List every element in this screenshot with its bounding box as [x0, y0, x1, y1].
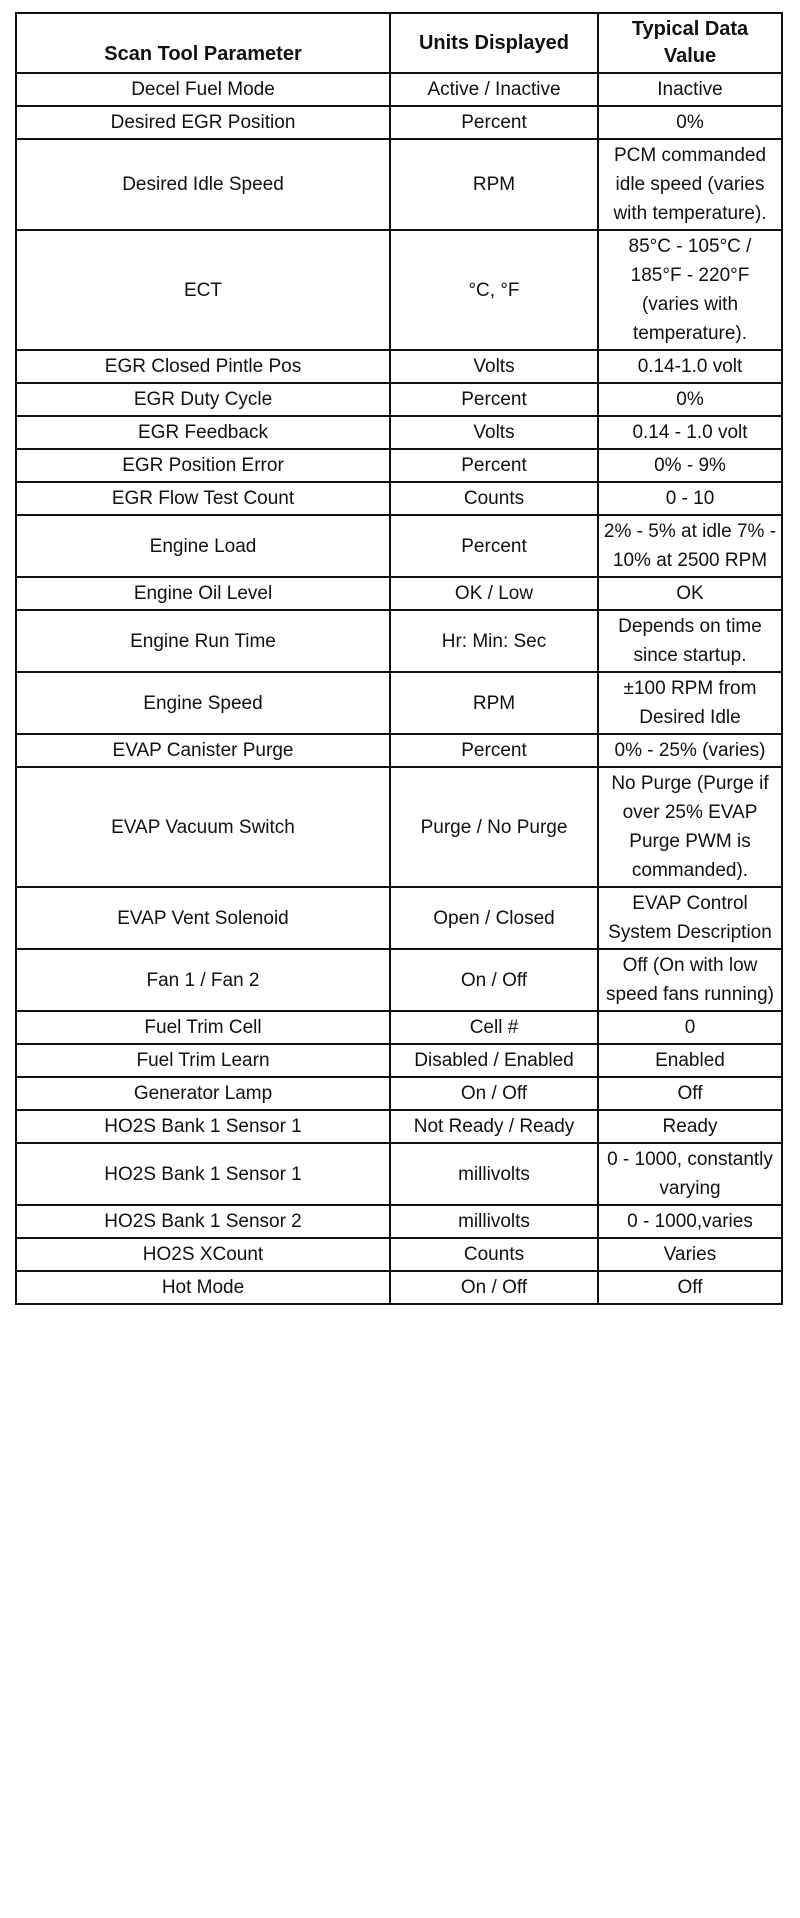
parameter-cell: HO2S XCount — [16, 1238, 390, 1271]
table-row — [16, 734, 782, 767]
table-row — [16, 139, 782, 230]
parameter-cell: HO2S Bank 1 Sensor 1 — [16, 1143, 390, 1205]
typical-value-cell: Depends on time since startup. — [598, 610, 782, 672]
units-cell: Open / Closed — [390, 887, 598, 949]
table-row — [16, 482, 782, 515]
table-row — [16, 106, 782, 139]
table-row — [16, 1238, 782, 1271]
units-cell: Purge / No Purge — [390, 767, 598, 887]
units-cell: Percent — [390, 449, 598, 482]
parameter-cell: EGR Flow Test Count — [16, 482, 390, 515]
table-row — [16, 577, 782, 610]
typical-value-cell: EVAP Control System Description — [598, 887, 782, 949]
parameter-cell: EGR Duty Cycle — [16, 383, 390, 416]
typical-value-cell: Inactive — [598, 73, 782, 106]
parameter-cell: ECT — [16, 230, 390, 350]
parameter-cell: Engine Run Time — [16, 610, 390, 672]
units-cell: millivolts — [390, 1143, 598, 1205]
table-row — [16, 1205, 782, 1238]
typical-value-cell: ±100 RPM from Desired Idle — [598, 672, 782, 734]
typical-value-cell: 0% - 25% (varies) — [598, 734, 782, 767]
typical-value-cell: 0.14 - 1.0 volt — [598, 416, 782, 449]
typical-value-cell: 0% - 9% — [598, 449, 782, 482]
table-row — [16, 949, 782, 1011]
units-cell: Active / Inactive — [390, 73, 598, 106]
units-cell: RPM — [390, 139, 598, 230]
units-cell: °C, °F — [390, 230, 598, 350]
units-cell: On / Off — [390, 949, 598, 1011]
parameter-cell: Fuel Trim Learn — [16, 1044, 390, 1077]
table-row — [16, 1077, 782, 1110]
parameter-cell: Decel Fuel Mode — [16, 73, 390, 106]
typical-value-cell: 0% — [598, 383, 782, 416]
units-cell: Hr: Min: Sec — [390, 610, 598, 672]
table-row — [16, 416, 782, 449]
typical-value-cell: Varies — [598, 1238, 782, 1271]
typical-value-cell: PCM commanded idle speed (varies with temperature). — [598, 139, 782, 230]
parameter-cell: EGR Closed Pintle Pos — [16, 350, 390, 383]
typical-value-cell: 0% — [598, 106, 782, 139]
parameter-cell: EGR Feedback — [16, 416, 390, 449]
parameter-cell: EGR Position Error — [16, 449, 390, 482]
parameter-cell: EVAP Vacuum Switch — [16, 767, 390, 887]
typical-value-cell: Off — [598, 1077, 782, 1110]
column-header-typical-value: Typical Data Value — [598, 13, 782, 73]
units-cell: Percent — [390, 106, 598, 139]
units-cell: Counts — [390, 1238, 598, 1271]
table-row — [16, 610, 782, 672]
table-row — [16, 1110, 782, 1143]
table-row — [16, 350, 782, 383]
scan-tool-data-table — [15, 12, 783, 1305]
table-row — [16, 1143, 782, 1205]
table-row — [16, 1271, 782, 1304]
typical-value-cell: 0 - 1000,varies — [598, 1205, 782, 1238]
units-cell: On / Off — [390, 1077, 598, 1110]
parameter-cell: Desired Idle Speed — [16, 139, 390, 230]
units-cell: RPM — [390, 672, 598, 734]
table-row — [16, 449, 782, 482]
column-header-parameter: Scan Tool Parameter — [16, 13, 390, 73]
table-row — [16, 767, 782, 887]
parameter-cell: EVAP Vent Solenoid — [16, 887, 390, 949]
table-row — [16, 1044, 782, 1077]
units-cell: Percent — [390, 515, 598, 577]
units-cell: Volts — [390, 416, 598, 449]
parameter-cell: HO2S Bank 1 Sensor 1 — [16, 1110, 390, 1143]
parameter-cell: Desired EGR Position — [16, 106, 390, 139]
units-cell: millivolts — [390, 1205, 598, 1238]
scan-tool-data-document — [15, 12, 781, 1305]
typical-value-cell: 0 - 1000, constantly varying — [598, 1143, 782, 1205]
table-row — [16, 887, 782, 949]
typical-value-cell: 85°C - 105°C / 185°F - 220°F (varies with temperature). — [598, 230, 782, 350]
typical-value-cell: 0 — [598, 1011, 782, 1044]
column-header-units: Units Displayed — [390, 13, 598, 73]
units-cell: Not Ready / Ready — [390, 1110, 598, 1143]
parameter-cell: Engine Oil Level — [16, 577, 390, 610]
units-cell: Volts — [390, 350, 598, 383]
parameter-cell: Hot Mode — [16, 1271, 390, 1304]
units-cell: On / Off — [390, 1271, 598, 1304]
typical-value-cell: 0.14-1.0 volt — [598, 350, 782, 383]
units-cell: Disabled / Enabled — [390, 1044, 598, 1077]
parameter-cell: Fuel Trim Cell — [16, 1011, 390, 1044]
parameter-cell: Engine Speed — [16, 672, 390, 734]
typical-value-cell: No Purge (Purge if over 25% EVAP Purge PWM is commanded). — [598, 767, 782, 887]
units-cell: Percent — [390, 383, 598, 416]
table-row — [16, 672, 782, 734]
typical-value-cell: Off (On with low speed fans running) — [598, 949, 782, 1011]
typical-value-cell: Off — [598, 1271, 782, 1304]
table-row — [16, 73, 782, 106]
units-cell: Counts — [390, 482, 598, 515]
parameter-cell: Fan 1 / Fan 2 — [16, 949, 390, 1011]
table-row — [16, 1011, 782, 1044]
parameter-cell: HO2S Bank 1 Sensor 2 — [16, 1205, 390, 1238]
typical-value-cell: 2% - 5% at idle 7% - 10% at 2500 RPM — [598, 515, 782, 577]
typical-value-cell: Ready — [598, 1110, 782, 1143]
parameter-cell: EVAP Canister Purge — [16, 734, 390, 767]
typical-value-cell: 0 - 10 — [598, 482, 782, 515]
parameter-cell: Engine Load — [16, 515, 390, 577]
parameter-cell: Generator Lamp — [16, 1077, 390, 1110]
typical-value-cell: Enabled — [598, 1044, 782, 1077]
units-cell: Cell # — [390, 1011, 598, 1044]
units-cell: OK / Low — [390, 577, 598, 610]
table-row — [16, 230, 782, 350]
table-body — [16, 73, 782, 1304]
table-row — [16, 515, 782, 577]
table-row — [16, 383, 782, 416]
units-cell: Percent — [390, 734, 598, 767]
typical-value-cell: OK — [598, 577, 782, 610]
table-header-row — [16, 13, 782, 73]
